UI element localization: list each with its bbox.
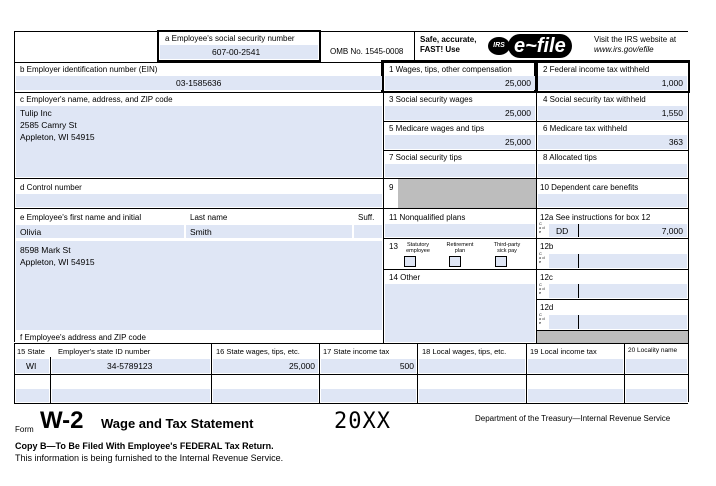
state-col-5: [417, 343, 418, 403]
row-line-150: [383, 150, 688, 151]
form-bottom-border: [14, 403, 688, 404]
state-value: WI: [26, 361, 37, 371]
form-top-border: [14, 31, 688, 32]
box-2-label: 2 Federal income tax withheld: [543, 65, 650, 74]
box-12a-label: 12a See instructions for box 12: [540, 213, 651, 222]
box-1-label: 1 Wages, tips, other compensation: [389, 65, 512, 74]
box-12b-field[interactable]: [549, 254, 687, 268]
box-8-field[interactable]: [538, 164, 687, 177]
box-12c-label: 12c: [540, 273, 553, 282]
omb-divider: [414, 32, 415, 62]
box-13-label: 13: [389, 242, 398, 251]
box-a-label: a Employee's social security number: [165, 34, 295, 43]
state-row-separator: [14, 374, 688, 375]
box-9-label: 9: [389, 183, 394, 192]
box-10-field[interactable]: [538, 194, 687, 207]
local-wages-field-1[interactable]: [419, 359, 525, 373]
right-border: [688, 62, 689, 402]
employee-last-label: Last name: [190, 213, 228, 222]
employee-address-label: f Employee's address and ZIP code: [20, 333, 146, 342]
box-13-thirdparty-label: Third-party sick pay: [493, 242, 521, 254]
state-col-4: [319, 343, 320, 403]
omb-number: OMB No. 1545-0008: [330, 47, 404, 56]
state-id-label: Employer's state ID number: [58, 347, 151, 356]
safe-line-2: FAST! Use: [420, 45, 461, 54]
efile-logo: [488, 34, 588, 58]
row-line-299: [536, 299, 688, 300]
box-6-value: 363: [668, 137, 683, 147]
box-18-label: 18 Local wages, tips, etc.: [422, 347, 507, 356]
box-6-label: 6 Medicare tax withheld: [543, 124, 628, 133]
tax-year: 20XX: [334, 409, 391, 434]
box-4-value: 1,550: [661, 108, 683, 118]
state-col-1: [14, 343, 15, 403]
state-col-7: [624, 343, 625, 403]
safe-line-1: Safe, accurate,: [420, 35, 477, 44]
employee-first-label: e Employee's first name and initial: [20, 213, 142, 222]
box-14-field[interactable]: [385, 284, 535, 342]
box-5-label: 5 Medicare wages and tips: [389, 124, 485, 133]
box-12d-divider: [578, 315, 579, 329]
box-12b-code-letters: C o d e: [539, 251, 545, 264]
box-15-label: 15 State: [17, 347, 45, 356]
box-3-label: 3 Social security wages: [389, 95, 473, 104]
right-col-divider: [536, 62, 537, 343]
retirement-plan-checkbox[interactable]: [449, 256, 461, 267]
box-12c-code-letters: C o d e: [539, 282, 545, 295]
local-wages-field-2[interactable]: [419, 389, 525, 402]
box-12c-divider: [578, 284, 579, 298]
control-number-field[interactable]: [16, 194, 382, 207]
ein-value: 03-1585636: [176, 78, 222, 88]
row-line-238: [383, 238, 688, 239]
state-col-2: [50, 357, 51, 403]
box-4-label: 4 Social security tax withheld: [543, 95, 646, 104]
box-12c-field[interactable]: [549, 284, 687, 298]
state-wages-field-2[interactable]: [213, 389, 318, 402]
state-col-3: [211, 343, 212, 403]
visit-line-2[interactable]: www.irs.gov/efile: [594, 45, 654, 54]
state-tax-field-2[interactable]: [321, 389, 416, 402]
box-1-value: 25,000: [505, 78, 531, 88]
row-line-178: [14, 178, 688, 179]
employee-street: 8598 Mark St: [20, 245, 71, 255]
state-id-field-2[interactable]: [52, 389, 210, 402]
box-7-label: 7 Social security tips: [389, 153, 462, 162]
box-12d-label: 12d: [540, 303, 554, 312]
furnished-text: This information is being furnished to the Internal Revenue Service.: [15, 453, 284, 463]
employee-suffix-label: Suff.: [358, 213, 375, 222]
treasury-dept: Department of the Treasury—Internal Revenue Service: [475, 414, 671, 423]
local-tax-field-1[interactable]: [528, 359, 623, 373]
form-word: Form: [15, 425, 34, 434]
box-13-retirement-label: Retirement plan: [446, 242, 474, 254]
copy-b-text: Copy B—To Be Filed With Employee's FEDERAL Tax Return.: [15, 441, 274, 451]
box-12b-label: 12b: [540, 242, 554, 251]
box-10-label: 10 Dependent care benefits: [540, 183, 639, 192]
box-11-label: 11 Nonqualified plans: [389, 213, 466, 222]
employer-city: Appleton, WI 54915: [20, 132, 95, 142]
box-7-field[interactable]: [385, 164, 535, 177]
box-12-shaded-bottom: [537, 331, 688, 343]
visit-line-1: Visit the IRS website at: [594, 35, 677, 44]
ssn-value: 607-00-2541: [212, 47, 261, 57]
row-line-121: [383, 121, 688, 122]
row-line-343: [14, 343, 688, 344]
employer-name-label: c Employer's name, address, and ZIP code: [20, 95, 173, 104]
employee-first: Olivia: [20, 227, 42, 237]
box-19-label: 19 Local income tax: [530, 347, 597, 356]
form-name: W-2: [40, 407, 84, 434]
box-12d-code-letters: C o d e: [539, 312, 545, 325]
mid-divider: [383, 62, 384, 343]
row-line-208: [14, 208, 688, 209]
locality-field-2[interactable]: [626, 389, 687, 402]
box-3-value: 25,000: [505, 108, 531, 118]
box-11-field[interactable]: [385, 224, 535, 237]
box-8-label: 8 Allocated tips: [543, 153, 597, 162]
employee-city: Appleton, WI 54915: [20, 257, 95, 267]
locality-field-1[interactable]: [626, 359, 687, 373]
state-tax-value: 500: [399, 361, 414, 371]
box-12a-amount: 7,000: [661, 226, 683, 236]
state-wages-value: 25,000: [289, 361, 315, 371]
efile-word: e~file: [508, 34, 572, 58]
employer-name: Tulip Inc: [20, 108, 52, 118]
box-6-field[interactable]: [538, 135, 687, 149]
box-13-statutory-label: Statutory employee: [406, 242, 430, 254]
state-col-6: [526, 343, 527, 403]
state-field-2[interactable]: [16, 389, 49, 402]
box-9-shaded: [398, 179, 536, 208]
box-12a-divider: [578, 224, 579, 237]
box-12a-code-letters: C o d e: [539, 221, 545, 234]
efile-irs-badge: IRS: [488, 37, 510, 55]
form-title: Wage and Tax Statement: [101, 416, 254, 431]
employee-suffix-field[interactable]: [354, 225, 382, 238]
box-16-label: 16 State wages, tips, etc.: [216, 347, 300, 356]
box-14-label: 14 Other: [389, 273, 421, 282]
box-2-value: 1,000: [661, 78, 683, 88]
state-id-value: 34-5789123: [107, 361, 153, 371]
box-20-label: 20 Locality name: [628, 347, 678, 354]
ein-label: b Employer identification number (EIN): [20, 65, 158, 74]
control-number-label: d Control number: [20, 183, 82, 192]
statutory-employee-checkbox[interactable]: [404, 256, 416, 267]
box-17-label: 17 State income tax: [323, 347, 390, 356]
third-party-sick-pay-checkbox[interactable]: [495, 256, 507, 267]
box-12b-divider: [578, 254, 579, 268]
left-border: [14, 31, 15, 342]
employee-last: Smith: [190, 227, 212, 237]
box-12a-code: DD: [556, 226, 569, 236]
local-tax-field-2[interactable]: [528, 389, 623, 402]
box-12d-field[interactable]: [549, 315, 687, 329]
box-5-value: 25,000: [505, 137, 531, 147]
employer-street: 2585 Camry St: [20, 120, 77, 130]
row-line-269: [383, 269, 688, 270]
